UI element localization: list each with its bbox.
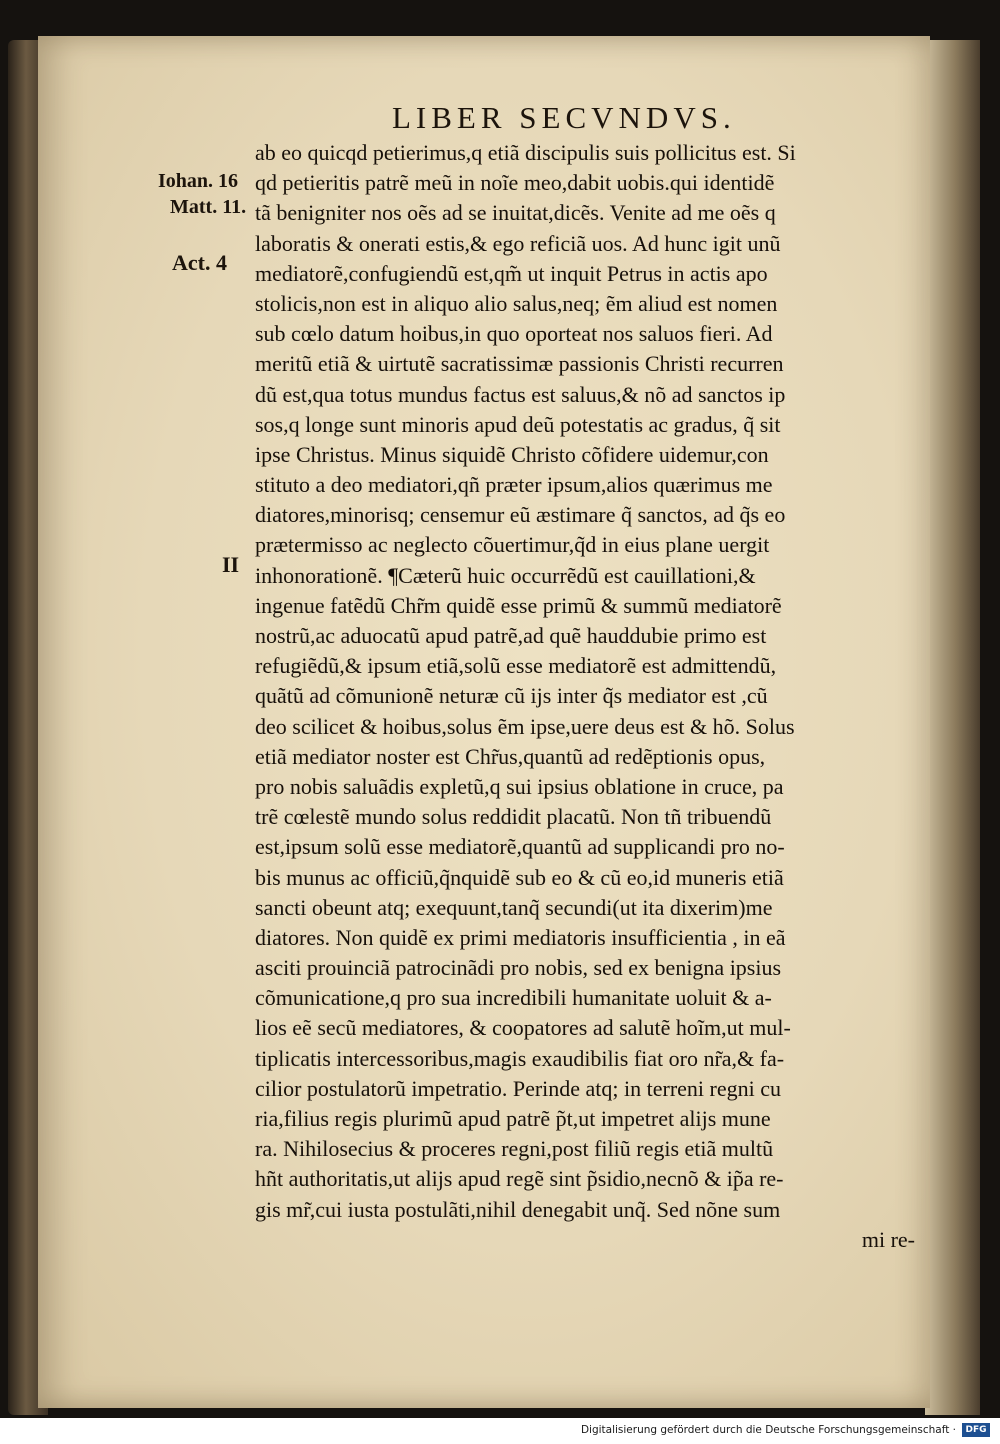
text-line: nostrũ,ac aduocatũ apud patrẽ,ad quẽ hauddubie primo est xyxy=(255,623,767,648)
text-line: qd petieritis patrẽ meũ in noĩe meo,dabit uobis.qui identidẽ xyxy=(255,170,775,196)
text-line: inhonorationẽ. ¶Cæterũ huic occurrẽdũ est cauillationi,& xyxy=(255,562,756,588)
text-line: lios eẽ secũ mediatores, & coopatores ad salutẽ hoĩm,ut mul- xyxy=(255,1015,791,1041)
page-stack-edge xyxy=(925,40,980,1415)
text-line: meritũ etiã & uirtutẽ sacratissimæ passionis Christi recurren xyxy=(255,351,784,377)
text-line: gis mr̃,cui iusta postulãti,nihil denegabit unq̃. Sed nõne sum xyxy=(255,1196,781,1222)
text-line: quãtũ ad cõmunionẽ neturæ cũ ijs inter q̃s mediator est ,cũ xyxy=(255,683,768,709)
text-line: diatores,minorisq; censemur eũ æstimare q̃ sanctos, ad q̃s eo xyxy=(255,502,786,528)
text-line: stolicis,non est in aliquo alio salus,neq; ẽm aliud est nomen xyxy=(255,290,778,316)
text-line: sos,q longe sunt minoris apud deũ potestatis ac gradus, q̃ sit xyxy=(255,411,781,437)
margin-note-matt: Matt. 11. xyxy=(170,196,247,218)
text-line: refugiẽdũ,& ipsum etiã,solũ esse mediatorẽ est admittendũ, xyxy=(255,653,777,679)
text-line: dũ est,qua totus mundus factus est saluus,& nõ ad sanctos ip xyxy=(255,381,786,407)
text-line: trẽ cœlestẽ mundo solus reddidit placatũ. Non tñ tribuendũ xyxy=(255,804,772,830)
text-line: laboratis & onerati estis,& ego reficiã uos. Ad hunc igit unũ xyxy=(255,230,781,256)
text-line: hñt authoritatis,ut alijs apud regẽ sint p̃sidio,necnõ & ip̃a re- xyxy=(255,1166,784,1192)
margin-note-johan: Iohan. 16 xyxy=(158,170,239,192)
margin-note-section: II xyxy=(222,552,240,577)
text-line: cilior postulatorũ impetratio. Perinde atq; in terreni regni cu xyxy=(255,1075,782,1101)
footer-bar xyxy=(0,1418,1000,1444)
text-line: ipse Christus. Minus siquidẽ Christo cõfidere uidemur,con xyxy=(255,441,769,467)
text-line: cõmunicatione,q pro sua incredibili humanitate uoluit & a- xyxy=(255,985,772,1011)
text-line: asciti prouinciã patrocinãdi pro nobis, sed ex benigna ipsius xyxy=(255,955,782,981)
text-line: diatores. Non quidẽ ex primi mediatoris insufficientia , in eã xyxy=(255,924,786,950)
text-line: tã benigniter nos oẽs ad se inuitat,dicẽs. Venite ad me oẽs q xyxy=(255,200,776,226)
text-line: mediatorẽ,confugiendũ est,qm̃ ut inquit Petrus in actis apo xyxy=(255,260,768,286)
text-line: tiplicatis intercessoribus,magis exaudibilis fiat oro nr̃a,& fa- xyxy=(255,1045,785,1071)
text-line: bis munus ac officiũ,q̃nquidẽ sub eo & cũ eo,id muneris etiã xyxy=(255,864,784,890)
text-line: sub cœlo datum hoibus,in quo oporteat nos saluos fieri. Ad xyxy=(255,321,773,347)
text-line: etiã mediator noster est Chr̃us,quantũ ad redẽptionis opus, xyxy=(255,743,766,769)
text-line: sancti obeunt atq; exequunt,tanq̃ secundi(ut ita dixerim)me xyxy=(255,894,773,920)
text-line: prætermisso ac neglecto cõuertimur,q̃d in eius plane uergit xyxy=(255,532,770,558)
text-line: ingenue fatẽdũ Chr̃m quidẽ esse primũ & summũ mediatorẽ xyxy=(255,592,782,618)
body-text xyxy=(255,138,925,1255)
text-line: deo scilicet & hoibus,solus ẽm ipse,uere deus est & hõ. Solus xyxy=(255,713,795,739)
text-line: ra. Nihilosecius & proceres regni,post filiũ regis etiã multũ xyxy=(255,1136,774,1162)
text-line: stituto a deo mediatori,qñ præter ipsum,alios quærimus me xyxy=(255,472,773,498)
text-line: ria,filius regis plurimũ apud patrẽ p̃t,ut impetret alijs mune xyxy=(255,1106,771,1131)
text-line: ab eo quicqd petierimus,q etiã discipulis suis pollicitus est. Si xyxy=(255,140,796,165)
text-line: pro nobis saluãdis expletũ,q sui ipsius oblatione in cruce, pa xyxy=(255,773,784,799)
margin-note-act: Act. 4 xyxy=(172,250,227,275)
dfg-logo: DFG xyxy=(962,1423,990,1437)
text-line: est,ipsum solũ esse mediatorẽ,quantũ ad supplicandi pro no- xyxy=(255,834,785,860)
text-line: mi re- xyxy=(861,1226,915,1252)
running-header: LIBER SECVNDVS. xyxy=(392,100,736,135)
dfg-credit: Digitalisierung gefördert durch die Deutsche Forschungsgemeinschaft · xyxy=(580,1424,956,1436)
